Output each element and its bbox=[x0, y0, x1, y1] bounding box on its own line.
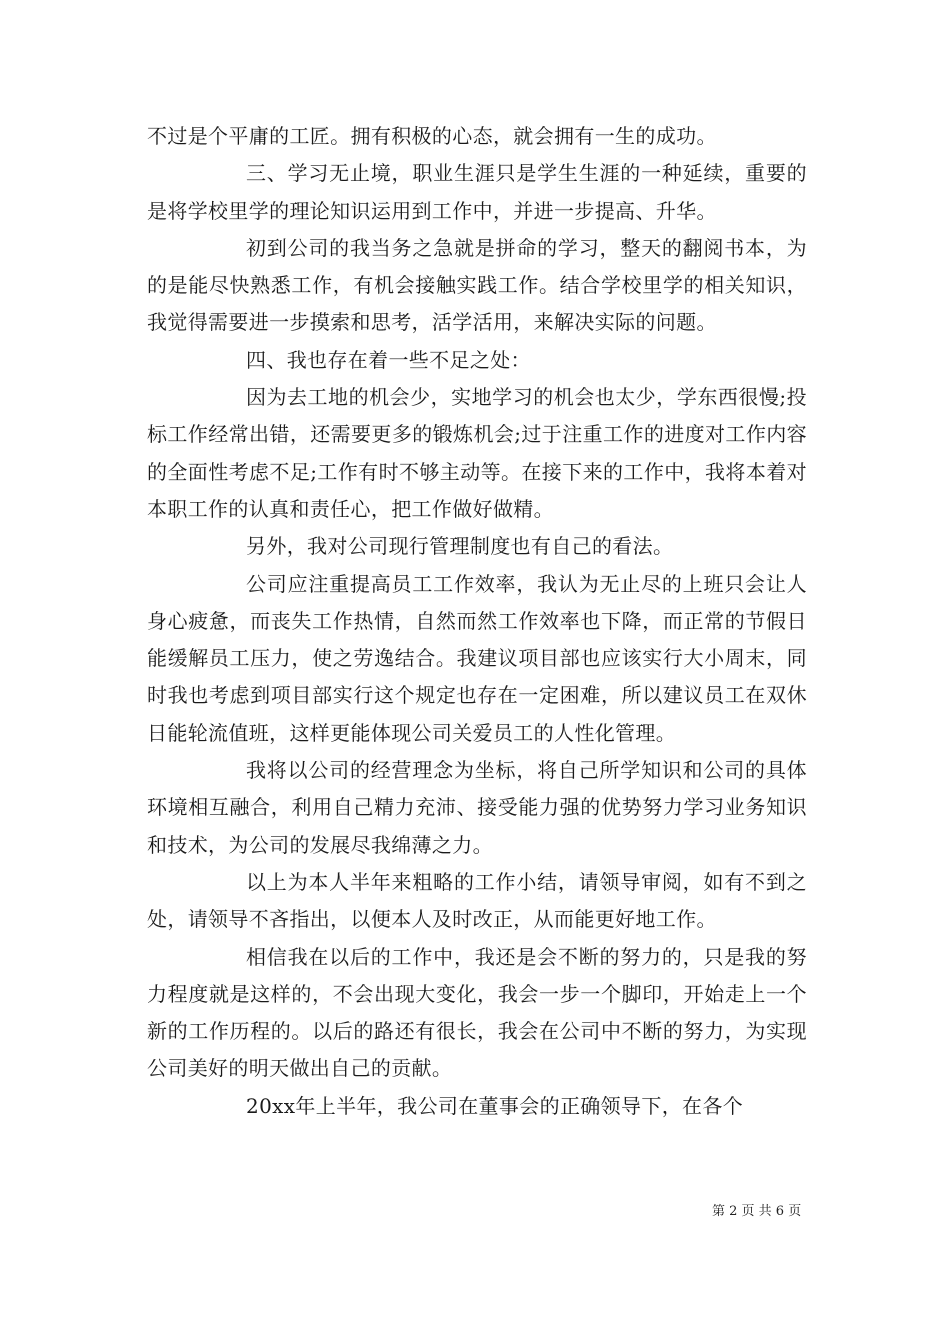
page-number-footer: 第 2 页 共 6 页 bbox=[712, 1204, 802, 1219]
paragraph: 不过是个平庸的工匠。拥有积极的心态，就会拥有一生的成功。 bbox=[147, 124, 717, 148]
paragraph: 相信我在以后的工作中，我还是会不断的努力的，只是我的努力程度就是这样的，不会出现大变化，我会一步一个脚印，开始走上一个新的工作历程的。以后的路还有很长，我会在公司中不断的努力，为实现公司美好的明天做出自己的贡献。 bbox=[147, 944, 807, 1081]
paragraph: 以上为本人半年来粗略的工作小结，请领导审阅，如有不到之处，请领导不吝指出，以便本人及时改正，从而能更好地工作。 bbox=[147, 869, 807, 932]
paragraph: 20xx年上半年，我公司在董事会的正确领导下，在各个 bbox=[246, 1093, 744, 1118]
paragraph: 我将以公司的经营理念为坐标，将自己所学知识和公司的具体环境相互融合，利用自己精力充沛、接受能力强的优势努力学习业务知识和技术，为公司的发展尽我绵薄之力。 bbox=[147, 758, 807, 857]
paragraph: 初到公司的我当务之急就是拼命的学习，整天的翻阅书本，为的是能尽快熟悉工作，有机会接触实践工作。结合学校里学的相关知识，我觉得需要进一步摸索和思考，活学活用，来解决实际的问题。 bbox=[147, 235, 807, 335]
paragraph: 因为去工地的机会少，实地学习的机会也太少，学东西很慢;投标工作经常出错，还需要更多的锻炼机会;过于注重工作的进度对工作内容的全面性考虑不足;工作有时不够主动等。在接下来的工作中，我将本着对本职工作的认真和责任心，把工作做好做精。 bbox=[147, 385, 807, 521]
paragraph: 公司应注重提高员工工作效率，我认为无止尽的上班只会让人身心疲惫，而丧失工作热情，自然而然工作效率也下降，而正常的节假日能缓解员工压力，使之劳逸结合。我建议项目部也应该实行大小周末，同时我也考虑到项目部实行这个规定也存在一定困难，所以建议员工在双休日能轮流值班，这样更能体现公司关爱员工的人性化管理。 bbox=[147, 571, 807, 745]
document-body bbox=[147, 118, 807, 1125]
paragraph: 三、学习无止境，职业生涯只是学生生涯的一种延续，重要的是将学校里学的理论知识运用到工作中，并进一步提高、升华。 bbox=[147, 161, 807, 223]
paragraph: 四、我也存在着一些不足之处： bbox=[246, 347, 531, 372]
paragraph: 另外，我对公司现行管理制度也有自己的看法。 bbox=[246, 534, 674, 559]
